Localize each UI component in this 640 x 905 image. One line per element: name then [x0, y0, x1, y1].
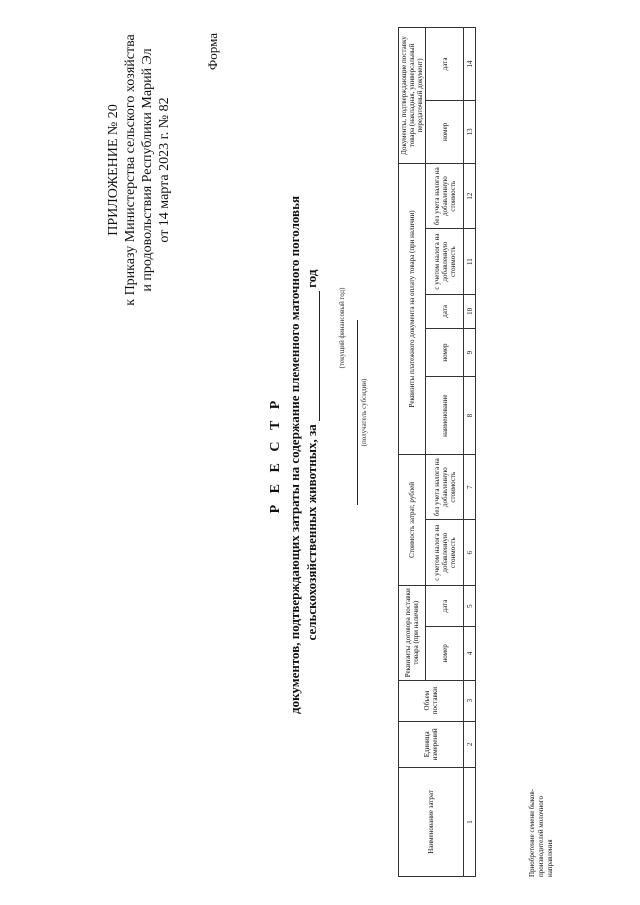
column-number: 9	[464, 328, 476, 377]
column-number: 4	[464, 627, 476, 680]
header-cost: Стоимость затрат, рублей	[399, 454, 426, 585]
header-name: Наименование затрат	[399, 767, 464, 876]
column-number: 8	[464, 377, 476, 455]
header-volume: Объем поставки	[399, 680, 464, 721]
header-delivery: Документы, подтверждающие поставку товара (накладная, универсальный передаточный документ)	[399, 28, 426, 164]
column-number-row	[464, 28, 476, 877]
column-number: 1	[464, 767, 476, 876]
recipient-hint: (получатель субсидии)	[360, 378, 368, 447]
header-payment: Реквизиты платежного документа на оплату товара (при наличии)	[399, 163, 426, 454]
column-number: 2	[464, 721, 476, 767]
header-delivery-date: дата	[426, 28, 464, 101]
header-contract: Реквизиты договора поставки товара (при наличии)	[399, 585, 426, 680]
column-number: 5	[464, 585, 476, 626]
title-line-1: документов, подтверждающих затраты на содержание племенного маточного поголовья	[287, 196, 302, 714]
header-cost-without-vat: без учета налога на добавленную стоимость	[426, 454, 464, 520]
column-number: 10	[464, 294, 476, 328]
header-unit: Единица измерений	[399, 721, 464, 767]
title-line-2-suffix: год	[304, 269, 319, 288]
header-delivery-number: номер	[426, 100, 464, 163]
header-payment-number: номер	[426, 328, 464, 377]
header-payment-with-vat: с учетом налога на добавленную стоимость	[426, 229, 464, 294]
header-cost-with-vat: с учетом налога на добавленную стоимость	[426, 520, 464, 585]
header-payment-without-vat: без учета налога на добавленную стоимость	[426, 163, 464, 228]
column-number: 14	[464, 28, 476, 101]
cost-item-note: Приобретение семени быков-производителей молочного направления	[528, 788, 554, 877]
column-number: 6	[464, 520, 476, 585]
column-number: 3	[464, 680, 476, 721]
title-line-2-prefix: сельскохозяйственных животных, за	[304, 424, 319, 641]
period-blank[interactable]	[307, 291, 320, 421]
recipient-blank[interactable]	[345, 320, 358, 505]
title-line-2	[303, 45, 320, 865]
form-label: Форма	[205, 33, 220, 70]
appendix-line-2: и продовольствия Республики Марий Эл	[140, 48, 155, 292]
appendix-line-1: к Приказу Министерства сельского хозяйства	[123, 34, 138, 306]
column-number: 7	[464, 454, 476, 520]
reestr-title: Р Е Е С Т Р	[268, 396, 283, 514]
appendix-number: ПРИЛОЖЕНИЕ № 20	[106, 104, 121, 236]
header-payment-name: наименование	[426, 377, 464, 455]
column-number: 12	[464, 163, 476, 228]
period-hint: (текущий финансовый год)	[338, 287, 346, 369]
title-block	[268, 45, 320, 865]
appendix-header	[105, 20, 173, 320]
register-table	[398, 27, 476, 877]
appendix-line-3: от 14 марта 2023 г. № 82	[157, 97, 172, 243]
column-number: 11	[464, 229, 476, 294]
header-payment-date: дата	[426, 294, 464, 328]
column-number: 13	[464, 100, 476, 163]
header-contract-number: номер	[426, 627, 464, 680]
header-contract-date: дата	[426, 585, 464, 626]
